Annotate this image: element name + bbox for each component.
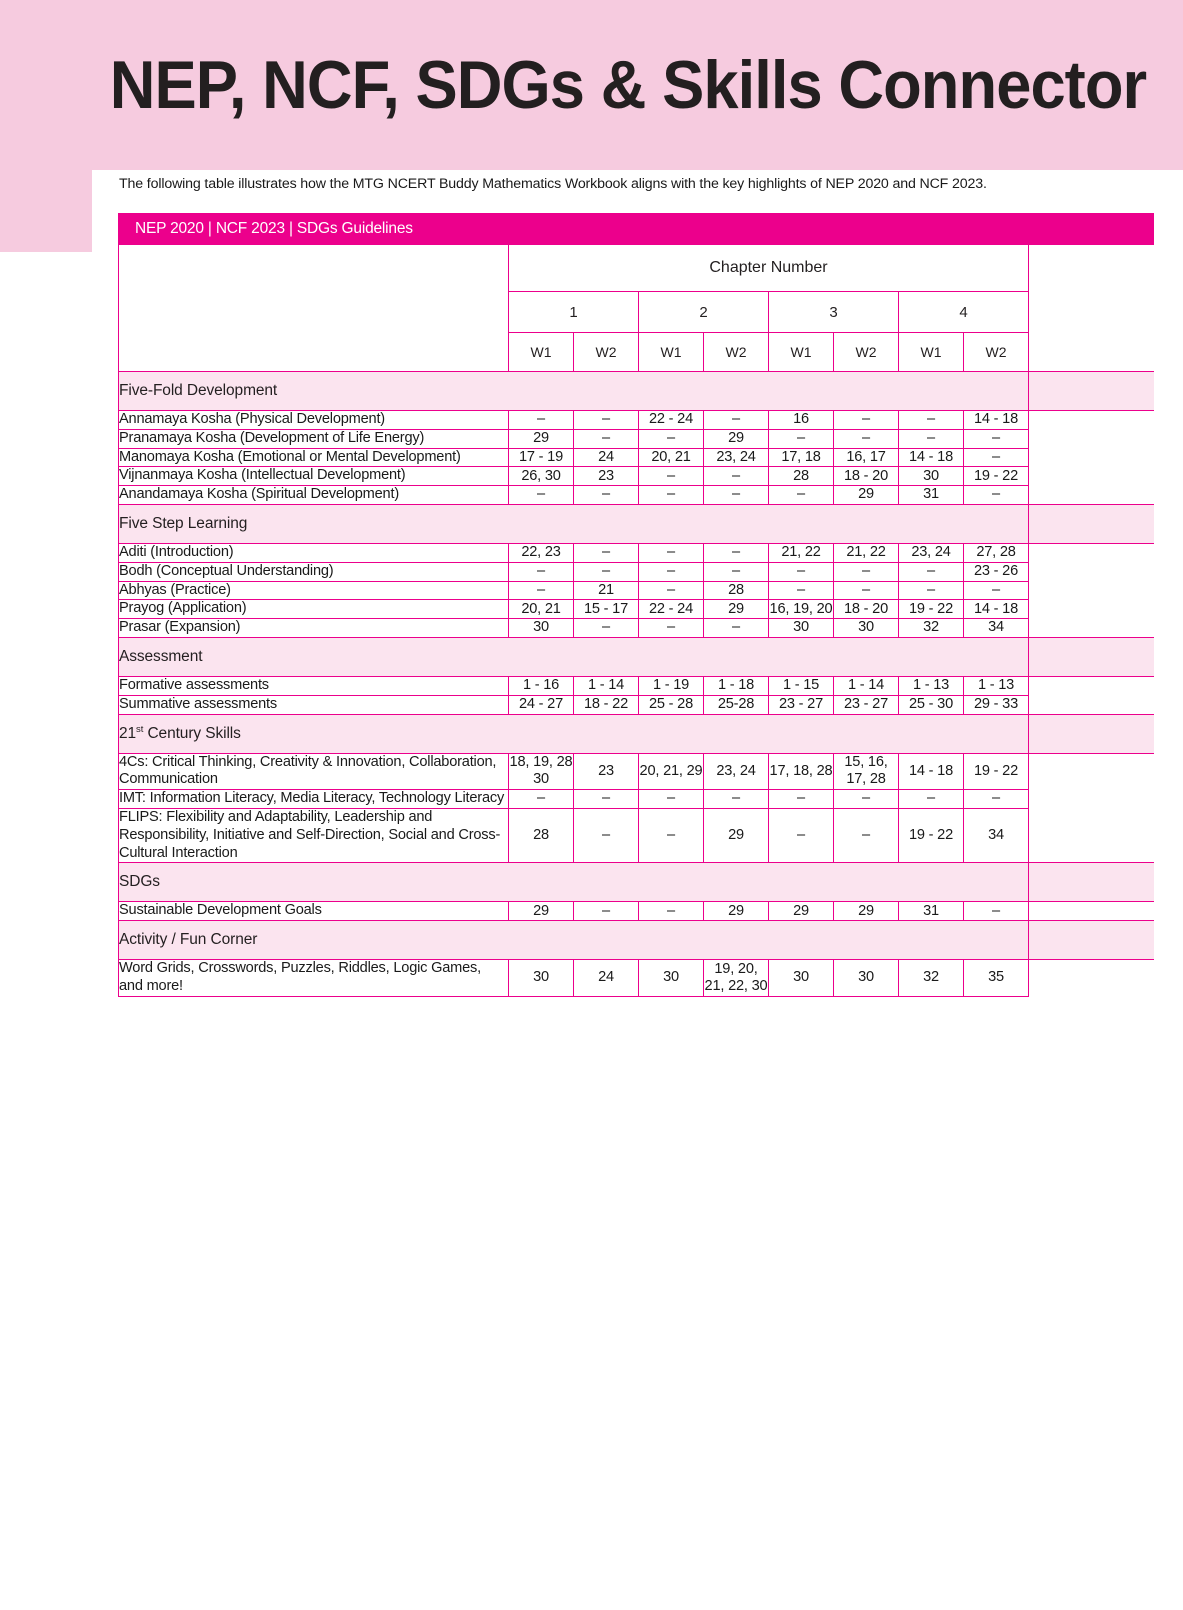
table-row [119, 448, 1154, 467]
guidelines-title-filler [509, 214, 1154, 245]
row-cell: 35 [964, 960, 1029, 997]
section-header-pad [1029, 921, 1154, 960]
row-cell: 21, 22 [834, 543, 899, 562]
row-cell: – [964, 790, 1029, 809]
row-cell: – [509, 411, 574, 430]
row-pad-cell [1029, 753, 1154, 790]
row-cell: – [769, 562, 834, 581]
row-pad-cell [1029, 562, 1154, 581]
chapter-group-row [119, 245, 1154, 292]
row-label: Vijnanmaya Kosha (Intellectual Development) [119, 467, 509, 486]
row-cell: 34 [964, 619, 1029, 638]
week-header-5-w1: W1 [769, 333, 834, 372]
row-cell: – [639, 467, 704, 486]
guidelines-title-row [119, 214, 1154, 245]
row-cell: – [834, 411, 899, 430]
row-cell: – [964, 902, 1029, 921]
row-cell: 25 - 28 [639, 695, 704, 714]
row-cell: 1 - 14 [834, 676, 899, 695]
row-cell: 25-28 [704, 695, 769, 714]
row-cell: 30 [899, 467, 964, 486]
row-cell: 19 - 22 [899, 808, 964, 862]
row-cell: 32 [899, 960, 964, 997]
row-label: Abhyas (Practice) [119, 581, 509, 600]
row-label: Word Grids, Crosswords, Puzzles, Riddles, Logic Games, and more! [119, 960, 509, 997]
row-cell: 16, 17 [834, 448, 899, 467]
section-heading-superscript: st [136, 723, 144, 735]
row-label: Bodh (Conceptual Understanding) [119, 562, 509, 581]
row-cell: – [769, 790, 834, 809]
table-row [119, 543, 1154, 562]
row-cell: 18 - 22 [574, 695, 639, 714]
row-cell: – [639, 619, 704, 638]
row-cell: – [574, 411, 639, 430]
row-cell: 14 - 18 [964, 411, 1029, 430]
row-cell: 15 - 17 [574, 600, 639, 619]
week-header-3-w1: W1 [639, 333, 704, 372]
row-cell: 29 [834, 486, 899, 505]
row-cell: – [509, 790, 574, 809]
row-cell: 1 - 13 [964, 676, 1029, 695]
week-header-4-w2: W2 [704, 333, 769, 372]
row-pad-cell [1029, 790, 1154, 809]
row-cell: 14 - 18 [964, 600, 1029, 619]
row-cell: 29 [704, 429, 769, 448]
section-heading: Five-Fold Development [119, 372, 1029, 411]
row-pad-cell [1029, 619, 1154, 638]
page-title: NEP, NCF, SDGs & Skills Connector [109, 47, 1147, 123]
row-cell: 15, 16, 17, 28 [834, 753, 899, 790]
row-cell: 20, 21, 29 [639, 753, 704, 790]
section-header-pad [1029, 637, 1154, 676]
row-pad-cell [1029, 676, 1154, 695]
row-label: Anandamaya Kosha (Spiritual Development) [119, 486, 509, 505]
row-pad-cell [1029, 411, 1154, 430]
table-row [119, 790, 1154, 809]
row-cell: 1 - 13 [899, 676, 964, 695]
row-pad-cell [1029, 808, 1154, 862]
row-cell: – [639, 790, 704, 809]
row-cell: 18, 19, 28 30 [509, 753, 574, 790]
connector-table-wrap [118, 213, 1153, 997]
row-cell: 18 - 20 [834, 600, 899, 619]
connector-table [118, 213, 1154, 997]
row-cell: – [834, 562, 899, 581]
row-cell: – [964, 448, 1029, 467]
row-cell: – [834, 808, 899, 862]
row-cell: 22 - 24 [639, 600, 704, 619]
header-blank-cell [119, 245, 509, 372]
row-cell: – [899, 411, 964, 430]
row-cell: 19 - 22 [899, 600, 964, 619]
row-label: FLIPS: Flexibility and Adaptability, Leadership and Responsibility, Initiative and Self-Direction, Social and Cross-Cultural Interaction [119, 808, 509, 862]
row-cell: 1 - 18 [704, 676, 769, 695]
row-pad-cell [1029, 429, 1154, 448]
row-cell: – [574, 543, 639, 562]
row-cell: – [574, 619, 639, 638]
row-cell: 16 [769, 411, 834, 430]
section-header-pad [1029, 714, 1154, 753]
row-pad-cell [1029, 467, 1154, 486]
row-pad-cell [1029, 543, 1154, 562]
row-cell: 20, 21 [639, 448, 704, 467]
row-label: Manomaya Kosha (Emotional or Mental Development) [119, 448, 509, 467]
row-cell: 29 [834, 902, 899, 921]
section-header-row [119, 637, 1154, 676]
section-header-pad [1029, 863, 1154, 902]
row-cell: – [509, 581, 574, 600]
row-cell: 18 - 20 [834, 467, 899, 486]
row-cell: 1 - 15 [769, 676, 834, 695]
chapter-number-3: 3 [769, 292, 899, 333]
row-cell: – [964, 486, 1029, 505]
row-cell: – [899, 562, 964, 581]
row-cell: – [899, 429, 964, 448]
week-header-7-w1: W1 [899, 333, 964, 372]
row-cell: 28 [769, 467, 834, 486]
table-row [119, 676, 1154, 695]
row-cell: 23 [574, 467, 639, 486]
row-cell: – [639, 562, 704, 581]
row-cell: 1 - 19 [639, 676, 704, 695]
table-row [119, 808, 1154, 862]
row-label: Annamaya Kosha (Physical Development) [119, 411, 509, 430]
row-cell: – [639, 808, 704, 862]
row-cell: – [834, 429, 899, 448]
row-cell: 17, 18 [769, 448, 834, 467]
chapter-number-1: 1 [509, 292, 639, 333]
row-cell: 23 - 27 [834, 695, 899, 714]
row-cell: – [704, 467, 769, 486]
table-row [119, 600, 1154, 619]
row-cell: – [704, 543, 769, 562]
row-cell: – [769, 808, 834, 862]
row-cell: 30 [769, 619, 834, 638]
intro-paragraph: The following table illustrates how the MTG NCERT Buddy Mathematics Workbook aligns with the key highlights of NEP 2020 and NCF 2023. [119, 176, 987, 192]
row-cell: 20, 21 [509, 600, 574, 619]
row-label: 4Cs: Critical Thinking, Creativity & Innovation, Collaboration, Communication [119, 753, 509, 790]
row-cell: 29 [769, 902, 834, 921]
table-row [119, 619, 1154, 638]
row-cell: – [769, 486, 834, 505]
week-header-1-w1: W1 [509, 333, 574, 372]
row-cell: 32 [899, 619, 964, 638]
row-cell: – [704, 562, 769, 581]
table-row [119, 581, 1154, 600]
row-cell: 21 [574, 581, 639, 600]
row-cell: 1 - 14 [574, 676, 639, 695]
chapter-number-4: 4 [899, 292, 1029, 333]
row-cell: 29 [509, 902, 574, 921]
section-heading: 21st Century Skills [119, 714, 1029, 753]
row-pad-cell [1029, 448, 1154, 467]
section-header-pad [1029, 504, 1154, 543]
week-header-2-w2: W2 [574, 333, 639, 372]
row-cell: – [704, 411, 769, 430]
row-cell: 17 - 19 [509, 448, 574, 467]
row-pad-cell [1029, 581, 1154, 600]
row-cell: 27, 28 [964, 543, 1029, 562]
section-heading: Assessment [119, 637, 1029, 676]
week-header-8-w2: W2 [964, 333, 1029, 372]
section-header-row [119, 863, 1154, 902]
row-cell: 30 [509, 960, 574, 997]
row-cell: 31 [899, 486, 964, 505]
row-cell: 28 [704, 581, 769, 600]
row-label: Aditi (Introduction) [119, 543, 509, 562]
row-cell: 25 - 30 [899, 695, 964, 714]
row-cell: 29 [704, 902, 769, 921]
section-header-row [119, 714, 1154, 753]
row-cell: – [509, 562, 574, 581]
row-cell: 29 [704, 808, 769, 862]
row-label: IMT: Information Literacy, Media Literacy, Technology Literacy [119, 790, 509, 809]
table-row [119, 486, 1154, 505]
row-cell: 29 - 33 [964, 695, 1029, 714]
row-cell: – [574, 429, 639, 448]
row-cell: – [899, 790, 964, 809]
row-cell: 34 [964, 808, 1029, 862]
row-pad-cell [1029, 600, 1154, 619]
row-cell: 14 - 18 [899, 448, 964, 467]
row-cell: – [639, 581, 704, 600]
table-row [119, 562, 1154, 581]
row-cell: 19, 20, 21, 22, 30 [704, 960, 769, 997]
row-cell: 30 [834, 619, 899, 638]
row-cell: 30 [639, 960, 704, 997]
row-cell: 29 [509, 429, 574, 448]
row-cell: 24 - 27 [509, 695, 574, 714]
table-row [119, 753, 1154, 790]
row-cell: – [639, 543, 704, 562]
row-cell: 21, 22 [769, 543, 834, 562]
row-pad-cell [1029, 486, 1154, 505]
header-pad-cell [1029, 245, 1154, 372]
row-cell: – [704, 790, 769, 809]
section-header-row [119, 921, 1154, 960]
row-cell: – [574, 790, 639, 809]
row-label: Pranamaya Kosha (Development of Life Energy) [119, 429, 509, 448]
week-header-6-w2: W2 [834, 333, 899, 372]
row-cell: – [834, 581, 899, 600]
row-cell: 23, 24 [704, 448, 769, 467]
section-heading: Activity / Fun Corner [119, 921, 1029, 960]
table-row [119, 411, 1154, 430]
row-cell: 23 - 27 [769, 695, 834, 714]
row-cell: 23, 24 [899, 543, 964, 562]
row-cell: – [899, 581, 964, 600]
section-heading: SDGs [119, 863, 1029, 902]
chapter-number-2: 2 [639, 292, 769, 333]
section-header-row [119, 372, 1154, 411]
guidelines-title: NEP 2020 | NCF 2023 | SDGs Guidelines [119, 214, 509, 245]
row-cell: – [639, 429, 704, 448]
row-cell: 16, 19, 20 [769, 600, 834, 619]
row-cell: – [574, 486, 639, 505]
row-label: Formative assessments [119, 676, 509, 695]
section-header-pad [1029, 372, 1154, 411]
row-cell: – [769, 429, 834, 448]
row-cell: – [964, 429, 1029, 448]
chapter-number-header: Chapter Number [509, 245, 1029, 292]
row-cell: – [574, 902, 639, 921]
row-label: Prayog (Application) [119, 600, 509, 619]
row-pad-cell [1029, 902, 1154, 921]
row-cell: 30 [834, 960, 899, 997]
row-cell: – [574, 808, 639, 862]
row-cell: 30 [769, 960, 834, 997]
row-cell: 22 - 24 [639, 411, 704, 430]
row-cell: 17, 18, 28 [769, 753, 834, 790]
table-row [119, 467, 1154, 486]
row-label: Summative assessments [119, 695, 509, 714]
row-cell: – [574, 562, 639, 581]
row-cell: 1 - 16 [509, 676, 574, 695]
section-header-row [119, 504, 1154, 543]
row-cell: 23 [574, 753, 639, 790]
row-cell: 29 [704, 600, 769, 619]
row-cell: 24 [574, 960, 639, 997]
row-cell: 19 - 22 [964, 753, 1029, 790]
row-cell: 14 - 18 [899, 753, 964, 790]
row-cell: 28 [509, 808, 574, 862]
table-row [119, 902, 1154, 921]
row-cell: 30 [509, 619, 574, 638]
row-cell: – [704, 619, 769, 638]
row-cell: – [964, 581, 1029, 600]
row-cell: – [639, 486, 704, 505]
row-pad-cell [1029, 695, 1154, 714]
table-row [119, 429, 1154, 448]
row-cell: 23, 24 [704, 753, 769, 790]
row-cell: 23 - 26 [964, 562, 1029, 581]
row-cell: 22, 23 [509, 543, 574, 562]
row-label: Prasar (Expansion) [119, 619, 509, 638]
row-cell: – [704, 486, 769, 505]
row-cell: 19 - 22 [964, 467, 1029, 486]
row-cell: – [509, 486, 574, 505]
row-cell: 24 [574, 448, 639, 467]
table-row [119, 695, 1154, 714]
row-cell: – [639, 902, 704, 921]
row-pad-cell [1029, 960, 1154, 997]
table-row [119, 960, 1154, 997]
row-cell: – [834, 790, 899, 809]
row-cell: 26, 30 [509, 467, 574, 486]
row-cell: 31 [899, 902, 964, 921]
row-cell: – [769, 581, 834, 600]
section-heading: Five Step Learning [119, 504, 1029, 543]
row-label: Sustainable Development Goals [119, 902, 509, 921]
